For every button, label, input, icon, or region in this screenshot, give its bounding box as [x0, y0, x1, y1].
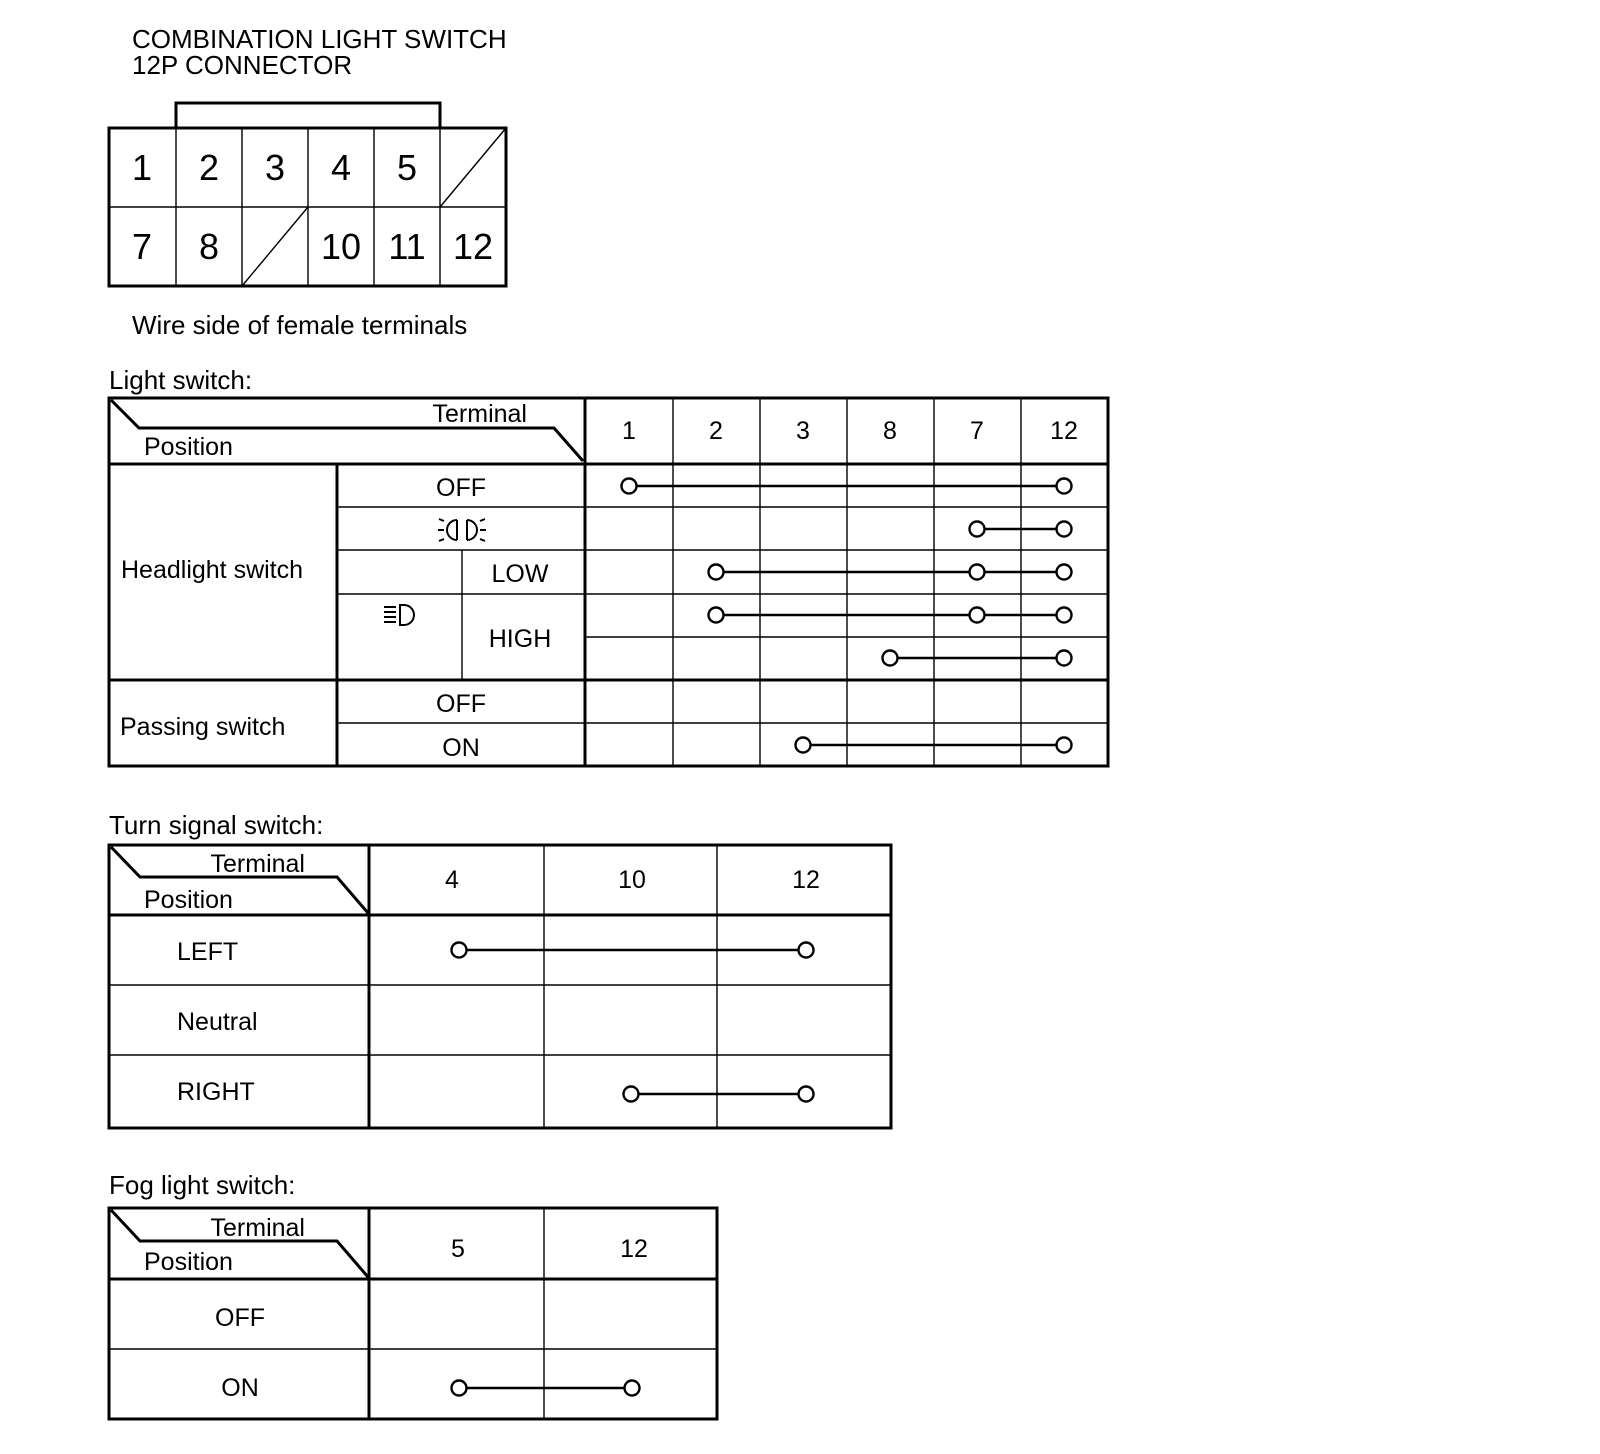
pin-number: 3 [264, 147, 286, 188]
turn-signal-section [109, 810, 891, 1128]
passing-switch-label: Passing switch [120, 713, 286, 741]
pin-number: 2 [198, 147, 220, 188]
terminal-connection-circle [1057, 479, 1072, 494]
terminal-header: 8 [883, 417, 897, 445]
light-switch-label: Light switch: [109, 365, 253, 395]
position-neutral: Neutral [177, 1008, 258, 1036]
position-off: OFF [436, 474, 486, 502]
terminal-connection-circle [1057, 651, 1072, 666]
connector-title-line2: 12P CONNECTOR [132, 50, 353, 80]
terminal-connection-circle [709, 565, 724, 580]
terminal-header: 10 [618, 866, 646, 894]
terminal-connection-circle [452, 1381, 467, 1396]
position-left: LEFT [177, 938, 239, 966]
pin-number: 4 [330, 147, 352, 188]
position-fog-off: OFF [215, 1304, 265, 1332]
position-fog-on: ON [221, 1374, 259, 1402]
fog-light-section [109, 1170, 717, 1419]
turn-continuity-marks [452, 943, 814, 1102]
corner-terminal-label: Terminal [210, 1214, 305, 1242]
terminal-connection-circle [970, 522, 985, 537]
terminal-connection-circle [625, 1381, 640, 1396]
turn-signal-table [109, 845, 891, 1128]
corner-terminal-label: Terminal [210, 850, 305, 878]
connector-face [109, 103, 506, 286]
headlight-beam-icon [384, 605, 414, 625]
fog-light-table [109, 1208, 717, 1419]
position-pass-on: ON [442, 734, 480, 762]
pin-number: 5 [396, 147, 418, 188]
terminal-connection-circle [1057, 738, 1072, 753]
pin-number: 10 [320, 226, 362, 267]
fog-continuity-marks [452, 1381, 640, 1396]
terminal-connection-circle [709, 608, 724, 623]
position-pass-off: OFF [436, 690, 486, 718]
terminal-connection-circle [1057, 565, 1072, 580]
terminal-connection-circle [622, 479, 637, 494]
corner-terminal-label: Terminal [432, 400, 527, 428]
corner-position-label: Position [144, 433, 233, 461]
parking-light-icon [438, 519, 486, 541]
light-switch-section [109, 365, 1108, 766]
position-high: HIGH [488, 625, 552, 653]
connector-title-line1: COMBINATION LIGHT SWITCH [132, 24, 507, 54]
terminal-header: 4 [445, 866, 459, 894]
connector-lock-tab [176, 103, 440, 128]
pin-number: 8 [198, 226, 220, 267]
terminal-header: 2 [709, 417, 723, 445]
light-switch-table [109, 398, 1108, 766]
terminal-header: 5 [451, 1235, 465, 1263]
terminal-connection-circle [1057, 522, 1072, 537]
turn-signal-label: Turn signal switch: [109, 810, 324, 840]
terminal-connection-circle [624, 1087, 639, 1102]
corner-position-label: Position [144, 1248, 233, 1276]
connector-section [109, 24, 507, 340]
pin-number: 7 [131, 226, 153, 267]
terminal-header: 7 [970, 417, 984, 445]
terminal-connection-circle [1057, 608, 1072, 623]
pin-number: 1 [131, 147, 153, 188]
empty-cavity-mark [242, 207, 308, 286]
terminal-header: 12 [1050, 417, 1078, 445]
terminal-connection-circle [799, 1087, 814, 1102]
terminal-header: 1 [622, 417, 636, 445]
terminal-connection-circle [883, 651, 898, 666]
terminal-connection-circle [799, 943, 814, 958]
terminal-connection-circle [970, 565, 985, 580]
terminal-connection-circle [796, 738, 811, 753]
terminal-connection-circle [970, 608, 985, 623]
position-right: RIGHT [177, 1078, 255, 1106]
empty-cavity-mark [440, 128, 506, 207]
pin-number: 12 [452, 226, 494, 267]
fog-light-label: Fog light switch: [109, 1170, 296, 1200]
pin-number: 11 [388, 226, 426, 267]
corner-position-label: Position [144, 886, 233, 914]
terminal-header: 3 [796, 417, 810, 445]
terminal-connection-circle [452, 943, 467, 958]
headlight-switch-label: Headlight switch [121, 556, 304, 584]
connector-caption: Wire side of female terminals [132, 310, 468, 340]
terminal-header: 12 [620, 1235, 648, 1263]
position-low: LOW [491, 560, 549, 588]
terminal-header: 12 [792, 866, 820, 894]
